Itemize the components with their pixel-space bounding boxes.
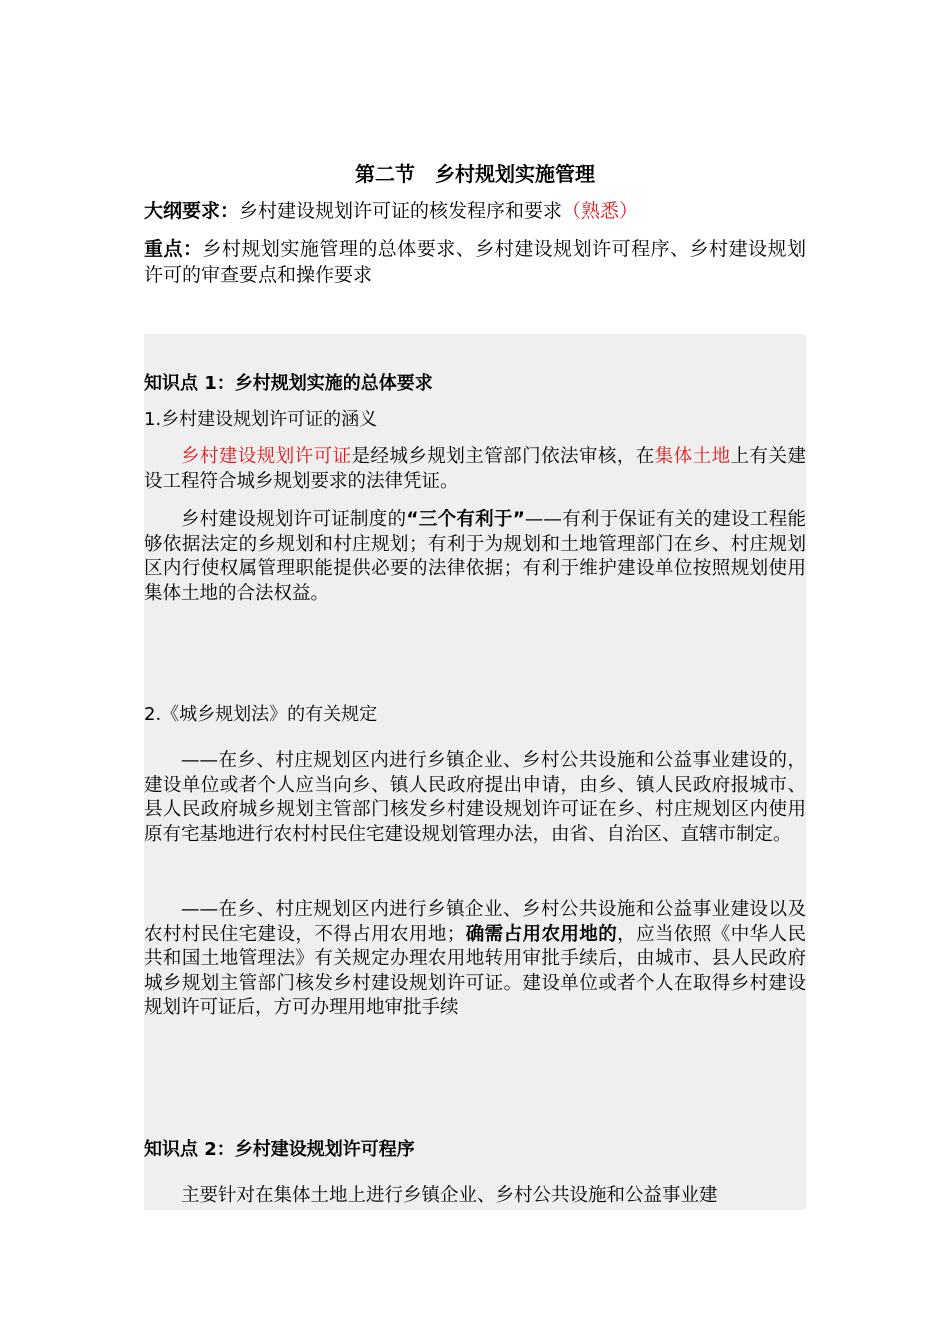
kp1-p1-end: 上有关建设工程符合城乡规划要求的法律凭证。 [144,446,806,492]
kp1-p2-start: 乡村建设规划许可证制度的 [181,509,407,530]
kp1-paragraph-2 [144,508,806,606]
three-benefits: “三个有利于” [406,509,525,530]
kp2-paragraph-1: 主要针对在集体土地上进行乡镇企业、乡村公共设施和公益事业建 [181,1185,718,1206]
kp1-paragraph-4 [144,898,806,1021]
focus-points [144,236,806,288]
kp1-p4-start: ——在乡、村庄规划区内进行乡镇企业、乡村公共设施和公益事业建设以及农村村民住宅建设，不得占用农用地； [144,899,806,945]
outline-label: 大纲要求： [144,200,240,222]
kp1-subheading-2: 2.《城乡规划法》的有关规定 [144,704,378,725]
permit-term: 乡村建设规划许可证 [181,446,352,467]
outline-requirement [144,198,806,224]
kp1-p1-middle: 是经城乡规划主管部门依法审核，在 [351,446,655,467]
kp1-subheading-1: 1.乡村建设规划许可证的涵义 [144,409,378,430]
kp1-p4-end: ，应当依照《中华人民共和国土地管理法》有关规定办理农用地转用审批手续后，由城市、县人民政府城乡规划主管部门核发乡村建设规划许可证。建设单位或者个人在取得乡村建设规划许可证后，方可办理用地审批手续 [144,923,806,1018]
farmland-emphasis: 确需占用农用地的 [465,923,618,945]
focus-label: 重点： [144,238,203,260]
focus-text: 乡村规划实施管理的总体要求、乡村建设规划许可程序、乡村建设规划许可的审查要点和操作要求 [144,238,806,286]
kp2-heading: 知识点 2：乡村建设规划许可程序 [144,1139,415,1160]
outline-text: 乡村建设规划许可证的核发程序和要求 [239,200,563,222]
section-title: 第二节 乡村规划实施管理 [355,162,595,186]
kp1-p2-end: ——有利于保证有关的建设工程能够依据法定的乡规划和村庄规划；有利于为规划和土地管理部门在乡、村庄规划区内行使权属管理职能提供必要的法律依据；有利于维护建设单位按照规划使用集体土地的合法权益。 [144,509,806,604]
collective-land-term: 集体土地 [654,446,731,467]
kp1-heading: 知识点 1：乡村规划实施的总体要求 [144,373,433,394]
outline-level: （熟悉） [562,200,639,222]
kp1-paragraph-1 [144,445,806,494]
kp1-paragraph-3: ——在乡、村庄规划区内进行乡镇企业、乡村公共设施和公益事业建设的，建设单位或者个人应当向乡、镇人民政府提出申请，由乡、镇人民政府报城市、县人民政府城乡规划主管部门核发乡村建设规划许可证在乡、村庄规划区内使用原有宅基地进行农村村民住宅建设规划管理办法，由省、自治区、直辖市制定。 [144,750,806,845]
